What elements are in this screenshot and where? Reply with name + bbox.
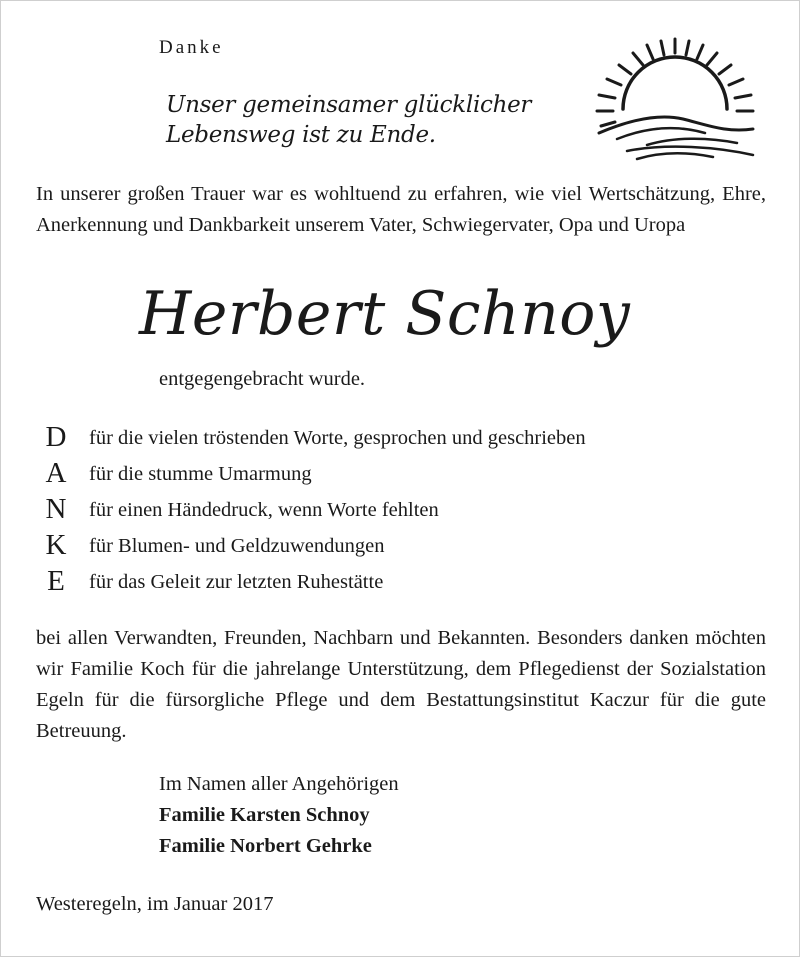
acrostic-row <box>36 455 756 491</box>
acrostic-letter: A <box>45 457 67 489</box>
acrostic-row <box>36 419 756 455</box>
family-name-2: Familie Norbert Gehrke <box>159 835 372 857</box>
closing-paragraph <box>36 623 766 747</box>
family-name-1: Familie Karsten Schnoy <box>159 804 370 826</box>
heading-danke: Danke <box>159 37 224 58</box>
acrostic-text: für Blumen- und Geldzuwendungen <box>89 535 385 557</box>
signoff <box>159 769 399 862</box>
sunset-icon <box>587 29 763 169</box>
intro-paragraph <box>36 179 766 241</box>
quote <box>166 90 531 150</box>
deceased-name: Herbert Schnoy <box>139 279 631 349</box>
acrostic-text: für einen Händedruck, wenn Worte fehlten <box>89 499 439 521</box>
acrostic-row <box>36 563 756 599</box>
signoff-intro: Im Namen aller Angehörigen <box>159 773 399 795</box>
acrostic-letter: N <box>45 493 67 525</box>
acrostic-letter: K <box>45 529 67 561</box>
quote-line-1: Unser gemeinsamer glücklicher <box>166 92 532 118</box>
deceased-after-text: entgegengebracht wurde. <box>159 368 366 390</box>
acrostic-text: für die vielen tröstenden Worte, gesprochen und geschrieben <box>89 427 586 449</box>
acrostic-letter: D <box>45 421 67 453</box>
danke-acrostic <box>36 419 756 599</box>
acrostic-letter: E <box>47 565 65 597</box>
intro-text: In unserer großen Trauer war es wohltuend zu erfahren, wie viel Wertschätzung, Ehre, Anerkennung und Dankbarkeit unserem Vater, Schwiegervater, Opa und Uropa <box>36 183 766 236</box>
acrostic-row <box>36 491 756 527</box>
acrostic-text: für die stumme Umarmung <box>89 463 312 485</box>
acrostic-row <box>36 527 756 563</box>
quote-line-2: Lebensweg ist zu Ende. <box>166 122 436 148</box>
place-date: Westeregeln, im Januar 2017 <box>36 893 274 915</box>
closing-text: bei allen Verwandten, Freunden, Nachbarn und Bekannten. Besonders danken möchten wir Familie Koch für die jahrelange Unterstützung, dem Pflegedienst der Sozialstation Egeln für die fürsorgliche Pflege und dem Bestattungsinstitut Kaczur für die gute Betreuung. <box>36 627 766 742</box>
acrostic-text: für das Geleit zur letzten Ruhestätte <box>89 571 384 593</box>
